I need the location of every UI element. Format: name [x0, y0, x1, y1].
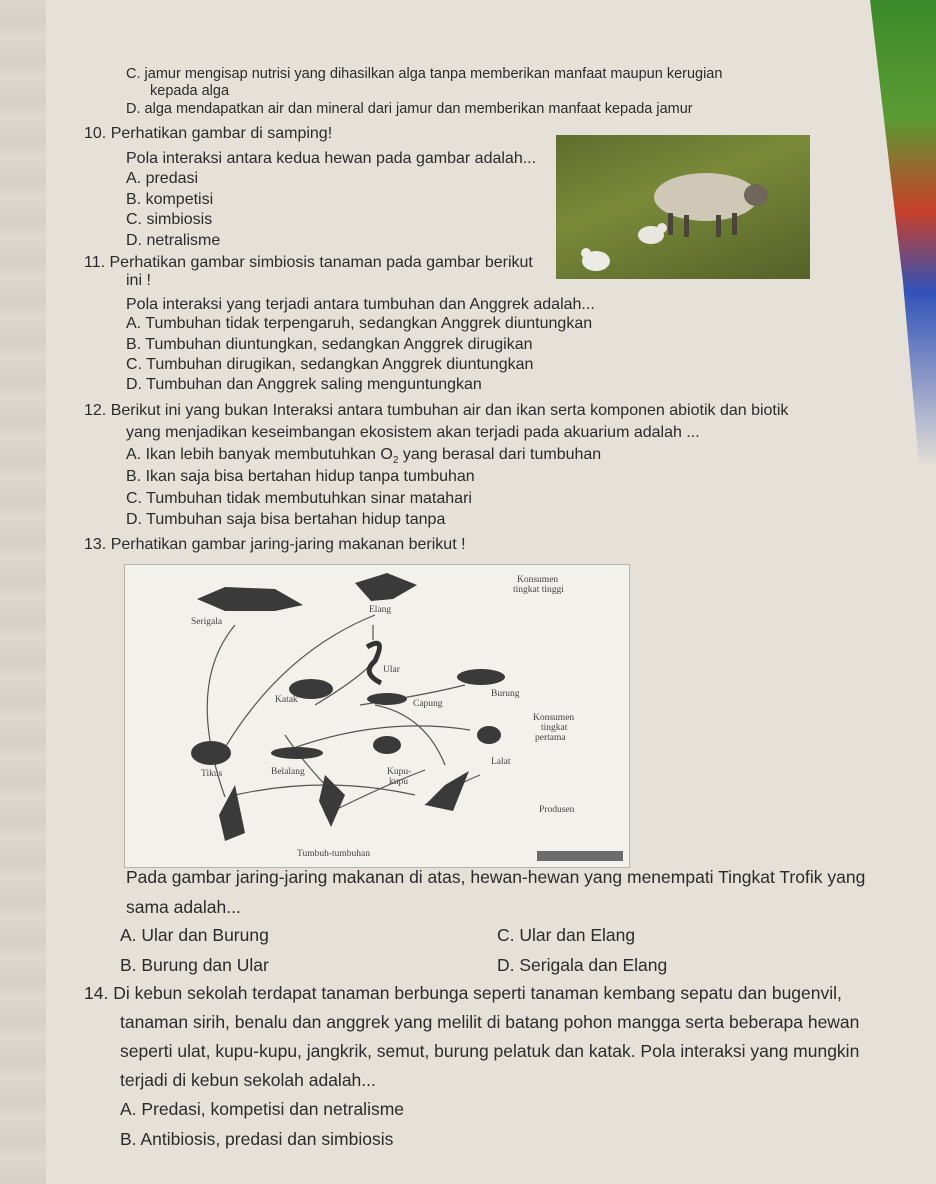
q12-option-b: B. Ikan saja bisa bertahan hidup tanpa tumbuhan — [126, 468, 475, 485]
q10-header: 10. Perhatikan gambar di samping! — [84, 125, 333, 142]
food-web-diagram — [124, 564, 630, 868]
q14-option-a: A. Predasi, kompetisi dan netralisme — [120, 1099, 405, 1119]
label-katak: Katak — [275, 695, 298, 705]
label-konsumen-pertama-3: pertama — [535, 733, 566, 743]
label-serigala: Serigala — [191, 617, 223, 627]
q13-option-d: D. Serigala dan Elang — [497, 955, 668, 975]
q13-option-b: B. Burung dan Ular — [120, 955, 269, 975]
watermark-logo — [537, 851, 623, 861]
label-konsumen-pertama-1: Konsumen — [533, 713, 575, 723]
q11-question: Pola interaksi yang terjadi antara tumbuhan dan Anggrek adalah... — [126, 296, 595, 313]
q13-option-c: C. Ular dan Elang — [497, 925, 636, 945]
q10-option-a: A. predasi — [126, 170, 199, 187]
page-binding — [0, 0, 46, 1184]
q13-question-line2: sama adalah... — [126, 897, 241, 917]
label-capung: Capung — [413, 699, 443, 709]
label-tumbuh-tumbuhan: Tumbuh-tumbuhan — [297, 849, 371, 859]
q11-header: 11. Perhatikan gambar simbiosis tanaman pada gambar berikut — [84, 254, 533, 271]
background-edge — [826, 0, 936, 470]
label-konsumen-tinggi-2: tingkat tinggi — [513, 585, 564, 595]
q10-option-c: C. simbiosis — [126, 211, 213, 228]
q14-line3: seperti ulat, kupu-kupu, jangkrik, semut, burung pelatuk dan katak. Pola interaksi yang mungkin — [120, 1041, 860, 1061]
q13-question-line1: Pada gambar jaring-jaring makanan di atas, hewan-hewan yang menempati Tingkat Trofik yang — [126, 867, 866, 887]
q11-option-c: C. Tumbuhan dirugikan, sedangkan Anggrek diuntungkan — [126, 356, 534, 373]
sheep-chicken-photo — [556, 135, 810, 279]
q12-option-d: D. Tumbuhan saja bisa bertahan hidup tanpa — [126, 511, 446, 528]
q13-header: 13. Perhatikan gambar jaring-jaring makanan berikut ! — [84, 536, 466, 553]
q13-option-a: A. Ular dan Burung — [120, 925, 269, 945]
label-kupu-2: kupu — [389, 777, 408, 787]
q10-question: Pola interaksi antara kedua hewan pada gambar adalah... — [126, 150, 537, 167]
q10-option-d: D. netralisme — [126, 232, 221, 249]
label-burung: Burung — [491, 689, 520, 699]
label-produsen: Produsen — [539, 805, 575, 815]
q11-ini: ini ! — [126, 272, 151, 289]
label-belalang: Belalang — [271, 767, 305, 777]
q12-option-c: C. Tumbuhan tidak membutuhkan sinar matahari — [126, 490, 472, 507]
q12-line1: 12. Berikut ini yang bukan Interaksi antara tumbuhan air dan ikan serta komponen abiotik dan biotik — [84, 402, 789, 419]
q9-option-c-cont: kepada alga — [150, 83, 230, 99]
q14-line1: 14. Di kebun sekolah terdapat tanaman berbunga seperti tanaman kembang sepatu dan bugenvil, — [84, 983, 842, 1003]
q14-line4: terjadi di kebun sekolah adalah... — [120, 1070, 376, 1090]
q11-option-a: A. Tumbuhan tidak terpengaruh, sedangkan Anggrek diuntungkan — [126, 315, 593, 332]
label-konsumen-tinggi-1: Konsumen — [517, 575, 559, 585]
label-lalat: Lalat — [491, 757, 511, 767]
q11-option-d: D. Tumbuhan dan Anggrek saling menguntungkan — [126, 376, 482, 393]
label-konsumen-pertama-2: tingkat — [541, 723, 568, 733]
label-tikus: Tikus — [201, 769, 223, 779]
q10-option-b: B. kompetisi — [126, 191, 214, 208]
q12-option-a-post: yang berasal dari tumbuhan — [398, 446, 602, 463]
q12-option-a-pre: A. Ikan lebih banyak membutuhkan O — [126, 446, 393, 463]
label-ular: Ular — [383, 665, 400, 675]
q9-option-d: D. alga mendapatkan air dan mineral dari jamur dan memberikan manfaat kepada jamur — [126, 101, 693, 117]
q9-option-c: C. jamur mengisap nutrisi yang dihasilkan alga tanpa memberikan manfaat maupun kerugian — [126, 66, 723, 82]
q11-option-b: B. Tumbuhan diuntungkan, sedangkan Anggrek dirugikan — [126, 336, 533, 353]
q14-line2: tanaman sirih, benalu dan anggrek yang melilit di batang pohon mangga serta beberapa hewan — [120, 1012, 860, 1032]
q12-line2: yang menjadikan keseimbangan ekosistem akan terjadi pada akuarium adalah ... — [126, 424, 700, 441]
q12-option-a-sub: 2 — [392, 455, 399, 467]
label-kupu-1: Kupu- — [387, 767, 412, 777]
label-elang: Elang — [369, 605, 392, 615]
q12-option-a — [126, 446, 601, 466]
q14-option-b: B. Antibiosis, predasi dan simbiosis — [120, 1129, 394, 1149]
